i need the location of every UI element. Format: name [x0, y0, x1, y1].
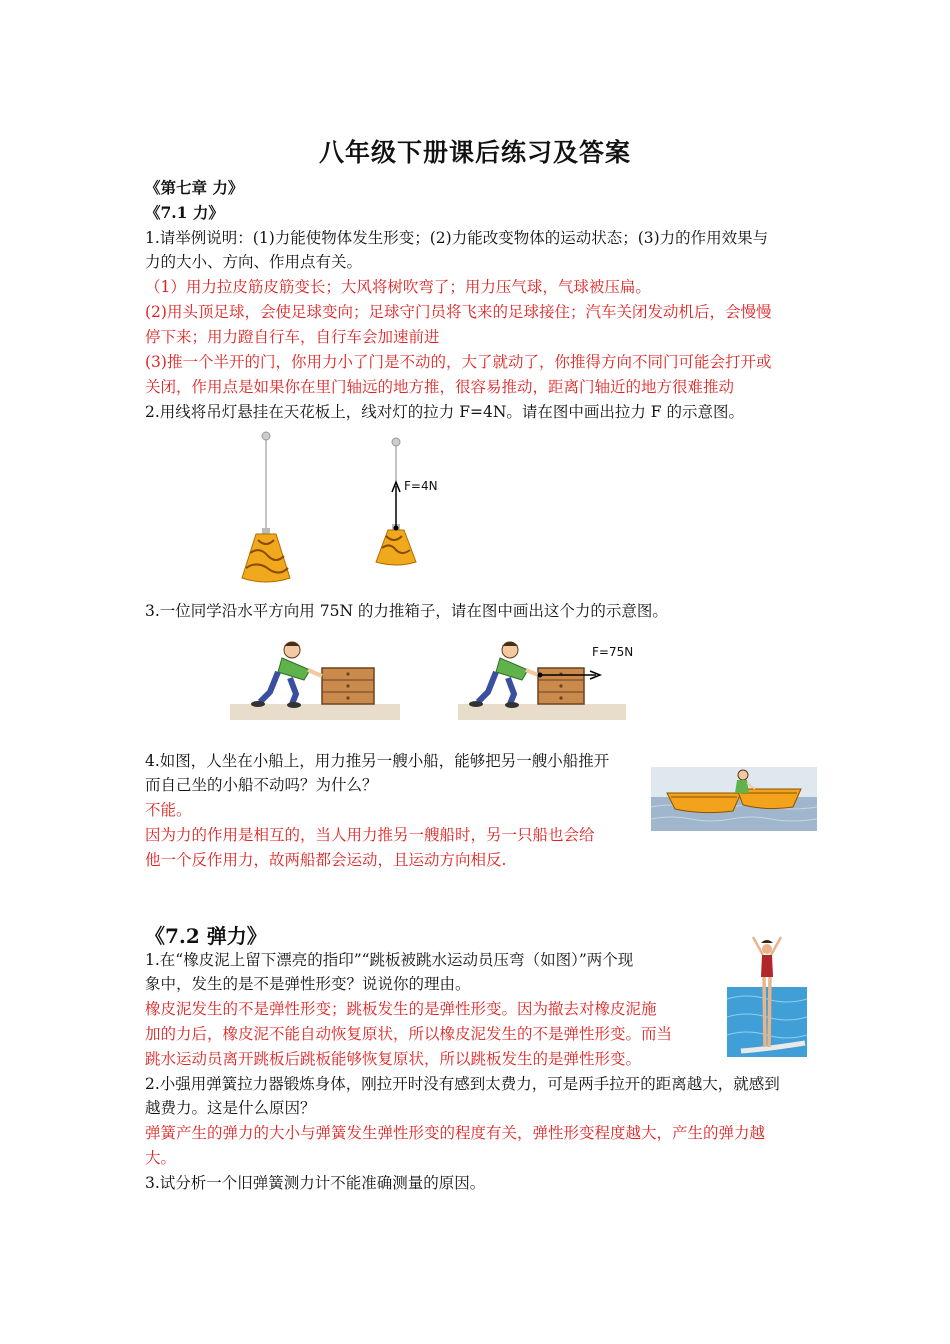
q1-answer-2-line2: 停下来；用力蹬自行车，自行车会加速前进	[145, 328, 440, 346]
q2-text: 2.用线将吊灯悬挂在天花板上，线对灯的拉力 F=4N。请在图中画出拉力 F 的示意图。	[145, 403, 744, 421]
q4-answer-2-line2: 他一个反作用力，故两船都会运动，且运动方向相反.	[145, 851, 507, 869]
e2-text-line2: 越费力。这是什么原因？	[145, 1099, 316, 1117]
q1-text-line1: 1.请举例说明：(1)力能使物体发生形变；(2)力能改变物体的运动状态；(3)力的作用效果与	[145, 229, 769, 247]
e1-text-line1: 1.在“橡皮泥上留下漂亮的指印”“跳板被跳水运动员压弯（如图）”两个现	[145, 951, 634, 969]
q1-answer-3-line1: (3)推一个半开的门，你用力小了门是不动的，大了就动了，你推得方向不同门可能会打开或	[145, 353, 772, 371]
e2-answer-line2: 大。	[145, 1149, 177, 1167]
lamp-figure	[230, 428, 470, 588]
chapter-heading: 《第七章 力》	[145, 178, 244, 197]
section-heading-7-2: 《7.2 弹力》	[145, 924, 267, 948]
force-label-75n: F=75N	[592, 645, 634, 659]
q4-answer-2-line1: 因为力的作用是相互的，当人用力推另一艘船时，另一只船也会给	[145, 826, 595, 844]
q1-answer-3-line2: 关闭，作用点是如果你在里门轴远的地方推，很容易推动，距离门轴近的地方很难推动	[145, 378, 735, 396]
force-arrow-up	[392, 482, 400, 531]
q1-text-line2: 力的大小、方向、作用点有关。	[145, 253, 363, 271]
boats-figure	[651, 767, 817, 831]
diver-figure	[727, 933, 807, 1057]
e1-answer-line1: 橡皮泥发生的不是弹性形变；跳板发生的是弹性形变。因为撤去对橡皮泥施	[145, 1000, 657, 1018]
lamp-left-image	[242, 432, 290, 582]
e1-answer-line3: 跳水运动员离开跳板后跳板能够恢复原状，所以跳板发生的是弹性形变。	[145, 1050, 642, 1068]
e1-text-line2: 象中，发生的是不是弹性形变？说说你的理由。	[145, 975, 471, 993]
e3-text: 3.试分析一个旧弹簧测力计不能准确测量的原因。	[145, 1174, 486, 1192]
page-title: 八年级下册课后练习及答案	[318, 138, 631, 167]
q1-answer-1: （1）用力拉皮筋皮筋变长；大风将树吹弯了；用力压气球，气球被压扁。	[145, 278, 651, 296]
force-label-4n: F=4N	[404, 479, 438, 493]
q4-answer-1: 不能。	[145, 801, 192, 819]
e2-answer-line1: 弹簧产生的弹力的大小与弹簧发生弹性形变的程度有关，弹性形变程度越大，产生的弹力越	[145, 1124, 766, 1142]
e1-answer-line2: 加的力后，橡皮泥不能自动恢复原状，所以橡皮泥发生的不是弹性形变。而当	[145, 1025, 673, 1043]
push-scene-left-image	[230, 642, 400, 720]
section-heading-7-1: 《7.1 力》	[145, 203, 224, 222]
q4-text-line1: 4.如图，人坐在小船上，用力推另一艘小船，能够把另一艘小船推开	[145, 752, 610, 770]
q3-text: 3.一位同学沿水平方向用 75N 的力推箱子，请在图中画出这个力的示意图。	[145, 602, 668, 620]
q4-text-line2: 而自己坐的小船不动吗？为什么？	[145, 776, 378, 794]
e2-text-line1: 2.小强用弹簧拉力器锻炼身体，刚拉开时没有感到太费力，可是两手拉开的距离越大，就感到	[145, 1075, 780, 1093]
push-box-figure	[230, 636, 640, 722]
q1-answer-2-line1: (2)用头顶足球，会使足球变向；足球守门员将飞来的足球接住；汽车关闭发动机后，会慢慢	[145, 303, 772, 321]
